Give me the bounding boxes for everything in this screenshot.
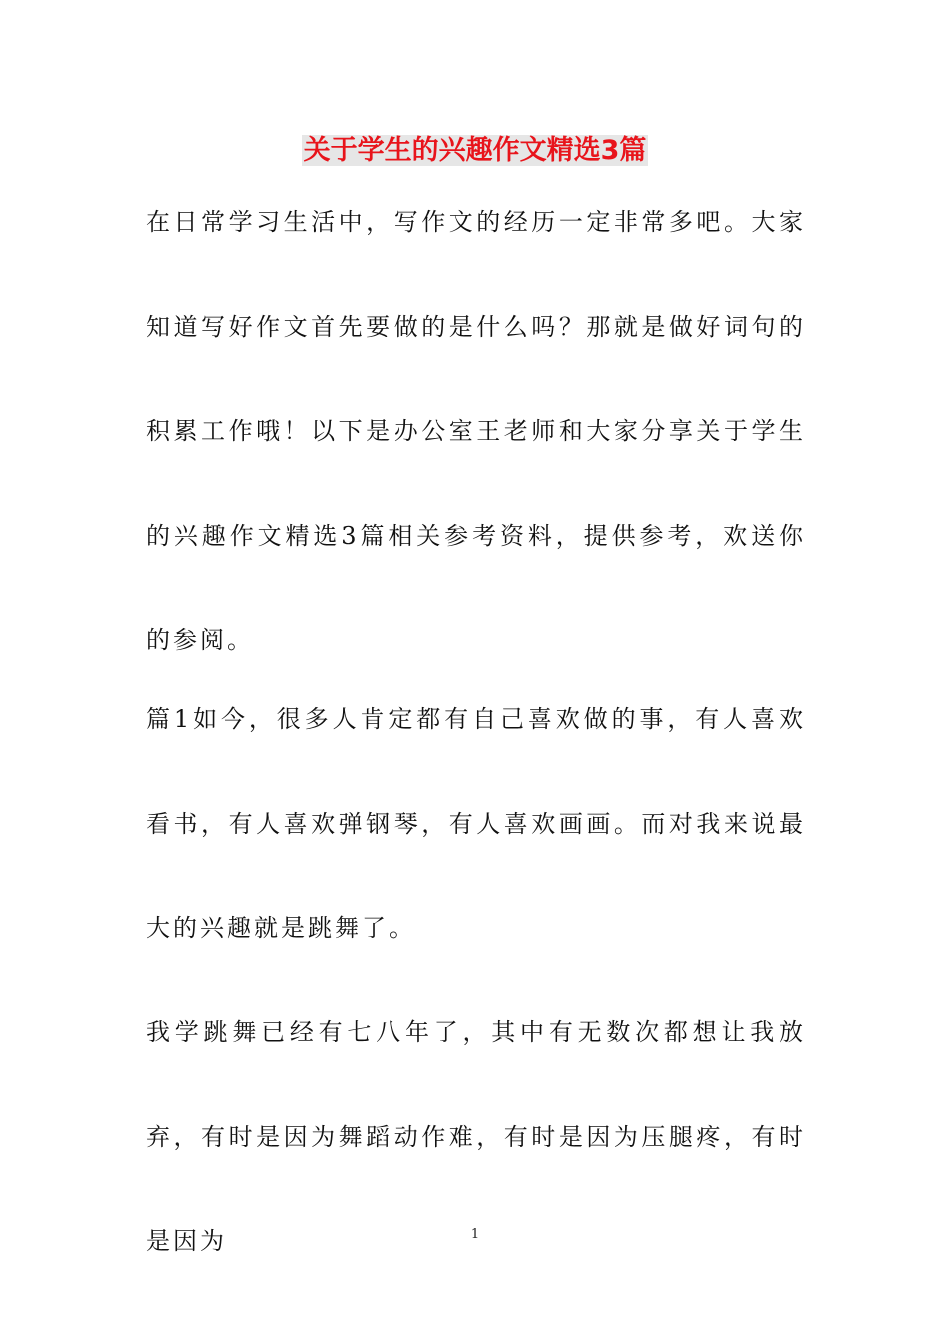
page-number: 1 xyxy=(470,1227,480,1242)
essay-paragraph-2: 我学跳舞已经有七八年了，其中有无数次都想让我放弃，有时是因为舞蹈动作难，有时是因为压腿疼，有时是因为 xyxy=(146,1018,806,1255)
essay-paragraph-1: 篇1如今，很多人肯定都有自己喜欢做的事，有人喜欢看书，有人喜欢弹钢琴，有人喜欢画画。而对我来说最大的兴趣就是跳舞了。 xyxy=(146,705,806,942)
intro-paragraph: 在日常学习生活中，写作文的经历一定非常多吧。大家知道写好作文首先要做的是什么吗？那就是做好词句的积累工作哦！以下是办公室王老师和大家分享关于学生的兴趣作文精选3篇相关参考资料，提供参考，欢送你的参阅。 xyxy=(146,208,806,654)
document-title-text: 关于学生的兴趣作文精选3篇 xyxy=(303,135,647,166)
document-title xyxy=(0,132,950,170)
